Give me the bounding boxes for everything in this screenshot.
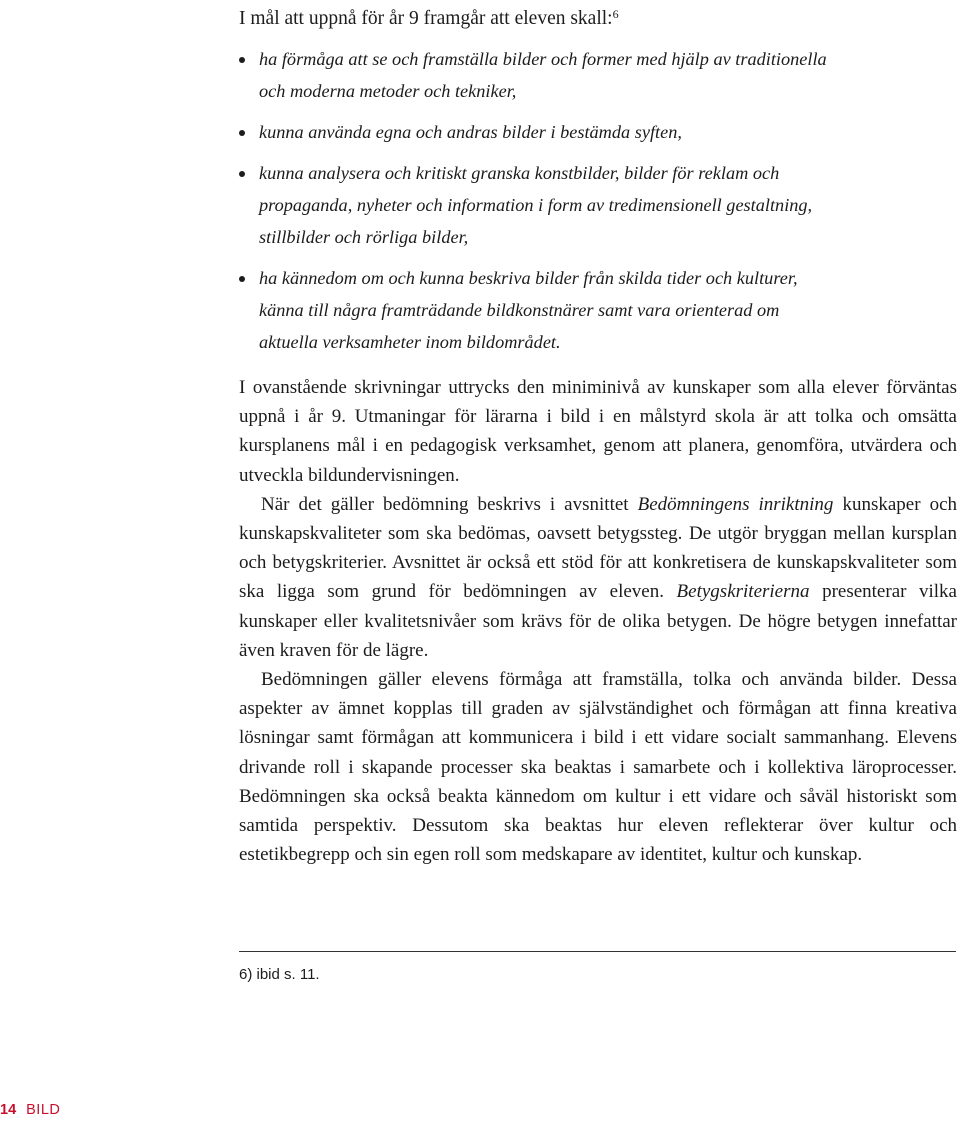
section-name: BILD bbox=[26, 1102, 61, 1118]
goals-list bbox=[239, 43, 839, 367]
bullet-icon bbox=[239, 57, 245, 63]
bullet-icon bbox=[239, 130, 245, 136]
intro-line bbox=[239, 2, 619, 31]
list-item: ha kännedom om och kunna beskriva bilder från skilda tider och kulturer, känna till några framträdande bildkonstnärer samt vara orienterad om aktuella verksamheter inom bildområdet. bbox=[239, 262, 839, 358]
list-item: kunna använda egna och andras bilder i bestämda syften, bbox=[239, 116, 839, 148]
footnote-ref: 6 bbox=[612, 7, 619, 21]
paragraph-3: Bedömningen gäller elevens förmåga att framställa, tolka och använda bilder. Dessa aspekter av ämnet kopplas till graden av självständighet och förmågan att finna kreativa lösningar samt förmågan att kommunicera i bild i ett vidare socialt sammanhang. Elevens drivande roll i skapande processer ska beaktas i samarbete och i kollektiva läroprocesser. Bedömningen ska också beakta kännedom om kultur i ett vidare och såväl historiskt som samtida perspektiv. Dessutom ska beaktas hur eleven reflekterar över kultur och estetikbegrepp och sin egen roll som medskapare av identitet, kultur och kunskap. bbox=[239, 669, 957, 866]
bullet-icon bbox=[239, 276, 245, 282]
body-text bbox=[239, 373, 957, 869]
page-number: 14 bbox=[0, 1102, 17, 1118]
footnote: 6) ibid s. 11. bbox=[239, 966, 320, 983]
paragraph-1: I ovanstående skrivningar uttrycks den miniminivå av kunskaper som alla elever förväntas uppnå i år 9. Utmaningar för lärarna i bild i en målstyrd skola är att tolka och omsätta kursplanens mål i en pedagogisk verksamhet, genom att planera, genomföra, utvärdera och utveckla bildundervisningen. bbox=[239, 377, 957, 486]
page-footer bbox=[0, 1102, 60, 1118]
bullet-icon bbox=[239, 171, 245, 177]
emphasis-betygskriterierna: Betygskriterierna bbox=[676, 581, 810, 603]
footnote-divider bbox=[239, 951, 956, 952]
emphasis-bedomningens-inriktning: Bedömningens inriktning bbox=[637, 493, 834, 515]
paragraph-2: När det gäller bedömning beskrivs i avsnittet Bedömningens inriktning kunskaper och kunskapskvaliteter som ska bedömas, oavsett betygssteg. De utgör bryggan mellan kursplan och betygskriterier. Avsnittet är också ett stöd för att konkretisera de kunskapskvaliteter som ska ligga som grund för bedömningen av eleven. Betygskriterierna presenterar vilka kunskaper eller kvalitetsnivåer som krävs för de olika betygen. De högre betygen innefattar även kraven för de lägre. bbox=[239, 493, 958, 661]
list-item: kunna analysera och kritiskt granska konstbilder, bilder för reklam och propaganda, nyheter och information i form av tredimensionell gestaltning, stillbilder och rörliga bilder, bbox=[239, 157, 839, 253]
list-item: ha förmåga att se och framställa bilder och former med hjälp av traditionella och moderna metoder och tekniker, bbox=[239, 43, 839, 107]
intro-text: I mål att uppnå för år 9 framgår att eleven skall: bbox=[239, 8, 613, 29]
